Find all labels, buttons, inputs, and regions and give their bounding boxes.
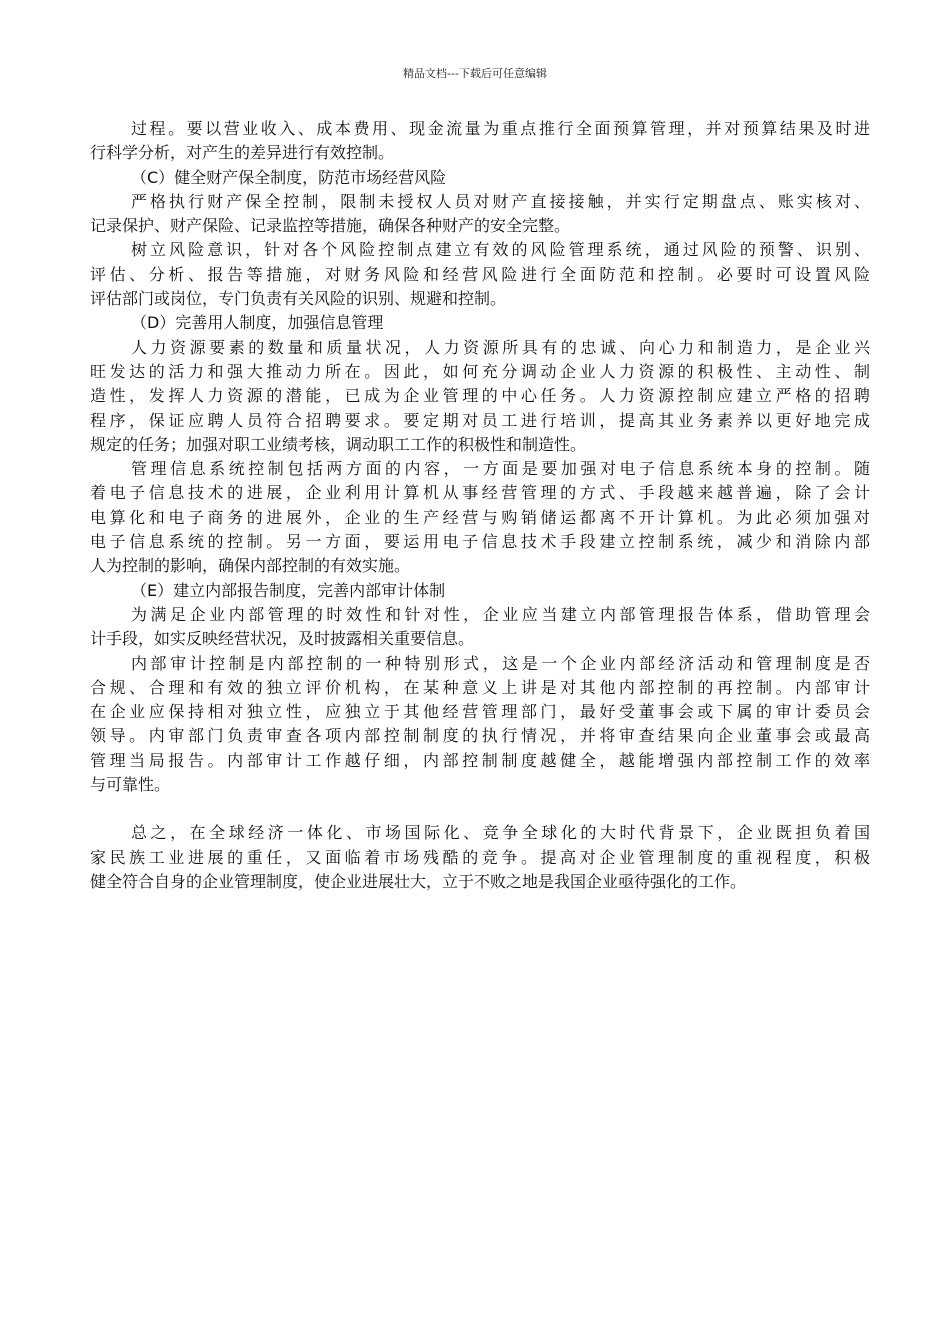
text-line: （C）健全财产保全制度，防范市场经营风险 — [131, 167, 447, 187]
text-line: 计手段，如实反映经营状况，及时披露相关重要信息。 — [90, 629, 475, 649]
text-line: 内部审计控制是内部控制的一种特别形式，这是一个企业内部经济活动和管理制度是否 — [131, 653, 870, 673]
text-line: 树立风险意识，针对各个风险控制点建立有效的风险管理系统，通过风险的预警、识别、 — [131, 240, 870, 260]
text-line: 健全符合自身的企业管理制度，使企业进展壮大，立于不败之地是我国企业亟待强化的工作。 — [90, 871, 747, 891]
text-line: （D）完善用人制度，加强信息管理 — [131, 313, 384, 333]
text-line: 人为控制的影响，确保内部控制的有效实施。 — [90, 556, 411, 576]
paragraph — [90, 238, 870, 311]
page-header: 精品文档---下载后可任意编辑 — [403, 67, 547, 80]
paragraph-gap — [90, 797, 870, 821]
text-line: 规定的任务；加强对职工业绩考核，调动职工工作的积极性和制造性。 — [90, 434, 587, 454]
text-line: 人力资源要素的数量和质量状况，人力资源所具有的忠诚、向心力和制造力，是企业兴 — [131, 337, 870, 357]
text-line: 严格执行财产保全控制，限制未授权人员对财产直接接触，并实行定期盘点、账实核对、 — [131, 191, 870, 211]
text-line: 领导。内审部门负责审查各项内部控制制度的执行情况，并将审查结果向企业董事会或最高 — [90, 726, 870, 746]
text-line: 总之，在全球经济一体化、市场国际化、竞争全球化的大时代背景下，企业既担负着国 — [131, 823, 870, 843]
section-heading — [90, 579, 870, 603]
section-heading — [90, 311, 870, 335]
paragraph — [90, 457, 870, 578]
text-line: 过程。要以营业收入、成本费用、现金流量为重点推行全面预算管理，并对预算结果及时进 — [131, 119, 870, 138]
paragraph — [90, 652, 870, 798]
paragraph — [90, 336, 870, 457]
paragraph — [90, 117, 870, 166]
text-line: 电算化和电子商务的进展外，企业的生产经营与购销储运都离不开计算机。为此必须加强对 — [90, 507, 870, 527]
paragraph — [90, 821, 870, 894]
paragraph — [90, 190, 870, 239]
text-line: 评估部门或岗位，专门负责有关风险的识别、规避和控制。 — [90, 289, 507, 309]
text-line: 为满足企业内部管理的时效性和针对性，企业应当建立内部管理报告体系，借助管理会 — [131, 604, 870, 624]
text-line: 合规、合理和有效的独立评价机构，在某种意义上讲是对其他内部控制的再控制。内部审计 — [90, 677, 870, 697]
text-line: 与可靠性。 — [90, 775, 171, 795]
text-line: 旺发达的活力和强大推动力所在。因此，如何充分调动企业人力资源的积极性、主动性、制 — [90, 361, 870, 381]
text-line: 程序，保证应聘人员符合招聘要求。要定期对员工进行培训，提高其业务素养以更好地完成 — [90, 410, 870, 430]
text-line: （E）建立内部报告制度，完善内部审计体制 — [131, 580, 446, 600]
text-line: 电子信息系统的控制。另一方面，要运用电子信息技术手段建立控制系统，减少和消除内部 — [90, 532, 870, 552]
text-line: 记录保护、财产保险、记录监控等措施，确保各种财产的安全完整。 — [90, 216, 571, 236]
text-line: 在企业应保持相对独立性，应独立于其他经营管理部门，最好受董事会或下属的审计委员会 — [90, 702, 870, 722]
text-line: 造性，发挥人力资源的潜能，已成为企业管理的中心任务。人力资源控制应建立严格的招聘 — [90, 386, 870, 406]
text-line: 管理当局报告。内部审计工作越仔细，内部控制制度越健全，越能增强内部控制工作的效率 — [90, 750, 870, 770]
text-line: 行科学分析，对产生的差异进行有效控制。 — [90, 143, 395, 163]
document-body — [90, 117, 870, 894]
section-heading — [90, 166, 870, 190]
text-line: 评估、分析、报告等措施，对财务风险和经营风险进行全面防范和控制。必要时可设置风险 — [90, 264, 870, 284]
paragraph — [90, 603, 870, 652]
text-line: 管理信息系统控制包括两方面的内容，一方面是要加强对电子信息系统本身的控制。随 — [131, 459, 870, 479]
text-line: 着电子信息技术的进展，企业利用计算机从事经营管理的方式、手段越来越普遍，除了会计 — [90, 483, 870, 503]
text-line: 家民族工业进展的重任，又面临着市场残酷的竞争。提高对企业管理制度的重视程度，积极 — [90, 847, 870, 867]
